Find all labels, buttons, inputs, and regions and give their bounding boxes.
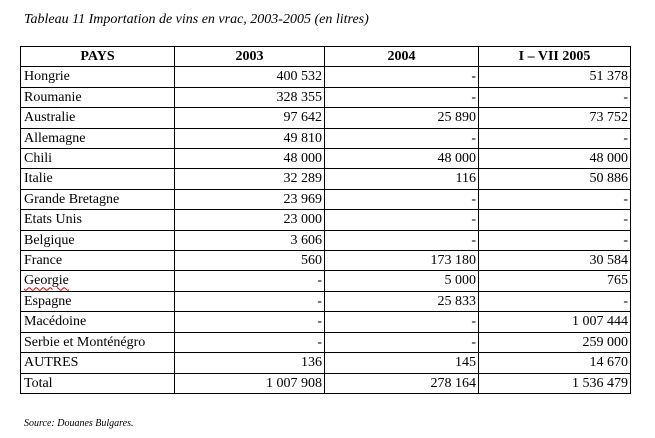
cell-2004-text: 48 000 [437,151,476,167]
cell-2005-text: 1 536 479 [572,375,628,391]
cell-pays [21,332,175,352]
cell-2003-text: - [317,314,322,330]
cell-pays [21,251,175,271]
cell-2004-text: - [471,191,476,207]
cell-2003-text: 560 [301,253,322,269]
cell-pays [21,373,175,393]
cell-2003 [175,251,325,271]
header-2003: 2003 [175,47,325,67]
cell-2005 [479,271,631,291]
cell-2005-text: 51 378 [589,69,628,85]
table-row [21,169,631,189]
cell-2003-text: 23 000 [283,212,322,228]
cell-2005 [479,87,631,107]
cell-2004 [325,189,479,209]
cell-pays [21,87,175,107]
cell-2003-text: 23 969 [283,191,322,207]
cell-pays [21,67,175,87]
cell-2005 [479,251,631,271]
cell-pays-text: Hongrie [24,69,70,85]
cell-2004-text: 278 164 [430,375,476,391]
cell-2003-text: 136 [301,355,322,371]
cell-2004-text: 145 [455,355,476,371]
cell-2005 [479,67,631,87]
cell-2004-text: - [471,130,476,146]
table-row [21,189,631,209]
cell-2004 [325,210,479,230]
table-caption: Tableau 11 Importation de vins en vrac, 2003-2005 (en litres) [24,12,369,27]
cell-2003-text: 328 355 [276,89,322,105]
cell-2004-text: 5 000 [444,273,476,289]
cell-2003-text: 3 606 [290,232,322,248]
cell-2005 [479,353,631,373]
cell-2003 [175,230,325,250]
cell-2003-text: 1 007 908 [266,375,322,391]
cell-2005 [479,332,631,352]
cell-pays-text: Allemagne [24,130,86,146]
cell-pays-text: Espagne [24,293,72,309]
cell-2004 [325,108,479,128]
cell-2005-text: 259 000 [582,334,628,350]
cell-2004 [325,373,479,393]
cell-2004 [325,332,479,352]
table-row [21,87,631,107]
cell-2004 [325,271,479,291]
cell-pays [21,291,175,311]
cell-2003 [175,332,325,352]
cell-pays [21,312,175,332]
cell-pays [21,169,175,189]
cell-pays-text: Australie [24,110,76,126]
cell-2004-text: - [471,334,476,350]
cell-pays-text: Roumanie [24,89,82,105]
cell-2003 [175,271,325,291]
cell-2004 [325,251,479,271]
cell-2004-text: - [471,232,476,248]
source-note: Source: Douanes Bulgares. [24,418,134,429]
cell-2005-text: - [623,191,628,207]
cell-2003 [175,189,325,209]
table-row [21,67,631,87]
cell-2004 [325,230,479,250]
cell-pays-text: Grande Bretagne [24,191,120,207]
cell-2005 [479,149,631,169]
cell-pays-text: Georgie [24,273,69,289]
cell-2005 [479,169,631,189]
cell-pays-text: Chili [24,151,53,167]
cell-2003 [175,312,325,332]
cell-2003 [175,149,325,169]
cell-2004 [325,312,479,332]
cell-pays [21,230,175,250]
cell-2005 [479,108,631,128]
table-row [21,251,631,271]
cell-pays-text: AUTRES [24,355,79,371]
header-2005: I – VII 2005 [479,47,631,67]
header-pays: PAYS [21,47,175,67]
cell-2005 [479,312,631,332]
cell-2003-text: 400 532 [276,69,322,85]
cell-pays-text: France [24,253,63,269]
cell-pays-text: Macédoine [24,314,87,330]
cell-2005 [479,230,631,250]
cell-2004 [325,87,479,107]
cell-pays-text: Total [24,375,53,391]
table-row [21,353,631,373]
cell-2004-text: - [471,69,476,85]
cell-2004 [325,291,479,311]
cell-2003 [175,128,325,148]
cell-2003 [175,67,325,87]
cell-2003 [175,108,325,128]
cell-2005-text: - [623,293,628,309]
cell-2005 [479,128,631,148]
cell-2003-text: 49 810 [283,130,322,146]
header-2004: 2004 [325,47,479,67]
cell-2005 [479,189,631,209]
cell-2005-text: - [623,130,628,146]
cell-2005-text: 50 886 [589,171,628,187]
cell-2005-text: 1 007 444 [572,314,628,330]
cell-2003 [175,87,325,107]
cell-2004-text: - [471,314,476,330]
cell-2003 [175,291,325,311]
cell-2004 [325,128,479,148]
cell-2003 [175,373,325,393]
table-row [21,291,631,311]
table-row [21,149,631,169]
header-row [21,47,631,67]
table-row [21,312,631,332]
cell-pays-text: Serbie et Monténégro [24,334,146,350]
cell-2004 [325,149,479,169]
cell-pays [21,271,175,291]
cell-2003 [175,353,325,373]
cell-2005-text: 73 752 [589,110,628,126]
cell-2005 [479,210,631,230]
cell-2004 [325,169,479,189]
cell-2005-text: - [623,232,628,248]
cell-2005-text: - [623,212,628,228]
cell-pays-text: Etats Unis [24,212,82,228]
cell-2003-text: 48 000 [283,151,322,167]
cell-2004-text: 173 180 [430,253,476,269]
cell-pays [21,149,175,169]
cell-pays [21,353,175,373]
cell-2005-text: 30 584 [589,253,628,269]
cell-2004-text: - [471,212,476,228]
cell-2005-text: 14 670 [589,355,628,371]
cell-pays [21,189,175,209]
cell-2004 [325,353,479,373]
cell-pays [21,128,175,148]
cell-2003-text: - [317,293,322,309]
table-row [21,230,631,250]
cell-2005-text: 48 000 [589,151,628,167]
cell-2003-text: 97 642 [283,110,322,126]
import-table [20,46,631,394]
cell-pays [21,108,175,128]
table-row [21,271,631,291]
cell-2004-text: 116 [455,171,476,187]
cell-2005 [479,373,631,393]
cell-pays-text: Belgique [24,232,75,248]
cell-2003-text: - [317,273,322,289]
cell-pays [21,210,175,230]
cell-2005-text: 765 [607,273,628,289]
table-row [21,108,631,128]
cell-2004-text: - [471,89,476,105]
table-row [21,210,631,230]
table-row [21,373,631,393]
table-row [21,332,631,352]
cell-2004-text: 25 833 [437,293,476,309]
cell-2003-text: - [317,334,322,350]
cell-2003 [175,210,325,230]
cell-2003-text: 32 289 [283,171,322,187]
cell-2004-text: 25 890 [437,110,476,126]
cell-pays-text: Italie [24,171,53,187]
table-row [21,128,631,148]
cell-2003 [175,169,325,189]
cell-2005 [479,291,631,311]
cell-2005-text: - [623,89,628,105]
cell-2004 [325,67,479,87]
